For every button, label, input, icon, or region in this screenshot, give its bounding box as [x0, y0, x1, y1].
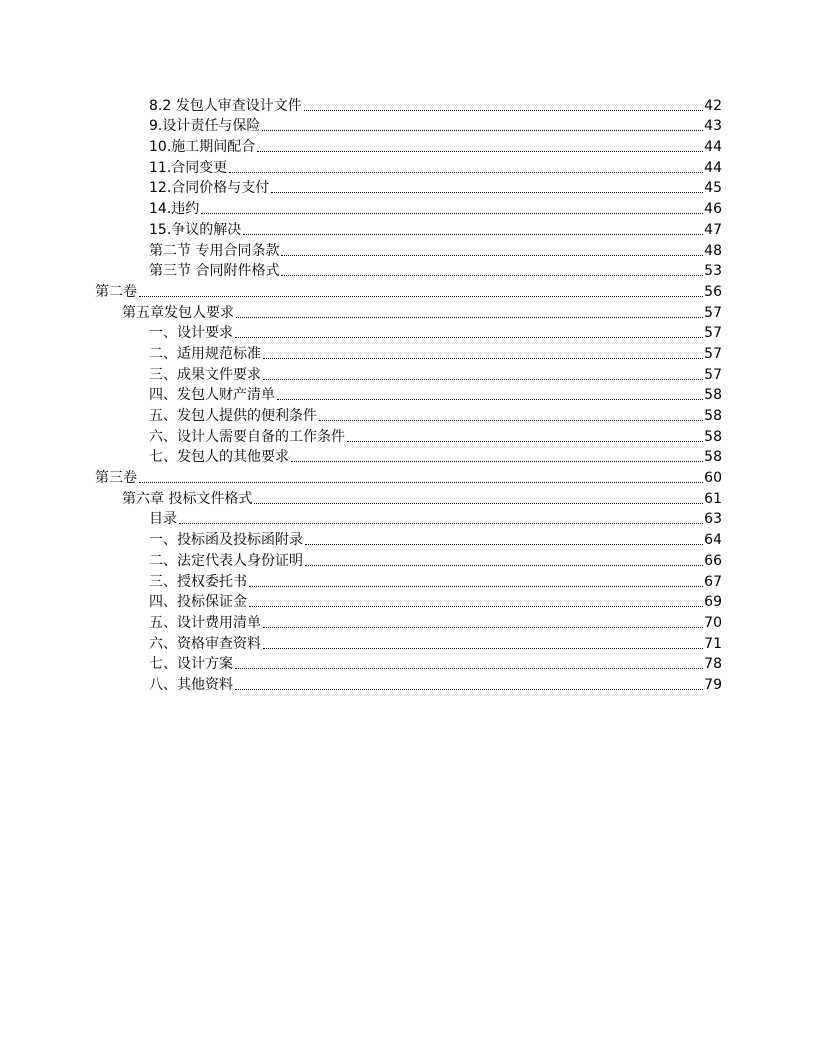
toc-entry[interactable] [95, 94, 722, 115]
toc-entry[interactable] [95, 322, 722, 343]
toc-page-number: 46 [704, 201, 722, 218]
toc-page-number: 58 [704, 428, 722, 445]
toc-dot-leader [347, 441, 703, 442]
toc-page-number: 48 [704, 242, 722, 259]
toc-entry-title: 六、资格审查资料 [149, 635, 261, 652]
toc-entry[interactable] [95, 342, 722, 363]
toc-entry[interactable] [95, 363, 722, 384]
toc-entry[interactable] [95, 487, 722, 508]
toc-page-number: 57 [704, 345, 722, 362]
toc-entry[interactable] [95, 591, 722, 612]
toc-page-number: 58 [704, 449, 722, 466]
toc-entry-title: 七、设计方案 [149, 656, 233, 673]
toc-entry-title: 四、发包人财产清单 [149, 387, 275, 404]
toc-page-number: 53 [704, 263, 722, 280]
toc-dot-leader [235, 668, 703, 669]
toc-page-number: 71 [704, 635, 722, 652]
toc-entry-title: 14.违约 [149, 201, 200, 218]
toc-dot-leader [281, 275, 703, 276]
toc-dot-leader [262, 130, 703, 131]
toc-page-number: 45 [704, 180, 722, 197]
toc-page-number: 78 [704, 656, 722, 673]
toc-dot-leader [263, 358, 703, 359]
toc-entry-title: 第二卷 [95, 283, 137, 300]
toc-entry[interactable] [95, 673, 722, 694]
toc-page-number: 58 [704, 408, 722, 424]
toc-dot-leader [179, 523, 703, 524]
toc-entry-title: 8.2 发包人审查设计文件 [149, 97, 302, 114]
toc-page-number: 57 [704, 366, 722, 383]
toc-dot-leader [139, 482, 703, 483]
toc-entry-title: 二、法定代表人身份证明 [149, 552, 303, 569]
toc-entry-title: 一、设计要求 [149, 325, 233, 342]
toc-dot-leader [263, 627, 703, 628]
toc-entry[interactable] [95, 632, 722, 653]
toc-entry-title: 第六章 投标文件格式 [122, 490, 253, 507]
toc-entry-title: 一、投标函及投标函附录 [149, 532, 303, 549]
toc-entry-title: 12.合同价格与支付 [149, 180, 270, 197]
toc-dot-leader [304, 110, 703, 111]
toc-entry[interactable] [95, 508, 722, 529]
toc-entry-title: 二、适用规范标准 [149, 345, 261, 362]
toc-entry[interactable] [95, 425, 722, 446]
toc-page-number: 58 [704, 387, 722, 404]
toc-dot-leader [305, 544, 703, 545]
toc-entry[interactable] [95, 384, 722, 405]
toc-dot-leader [249, 586, 703, 587]
toc-entry-title: 11.合同变更 [149, 159, 228, 176]
toc-page-number: 69 [704, 594, 722, 611]
toc-page-number: 63 [704, 511, 722, 528]
toc-entry-title: 三、授权委托书 [149, 573, 247, 590]
toc-dot-leader [319, 420, 703, 421]
toc-page-number: 70 [704, 614, 722, 631]
toc-dot-leader [291, 461, 703, 462]
toc-entry-title: 八、其他资料 [149, 676, 233, 693]
toc-entry[interactable] [95, 260, 722, 281]
toc-dot-leader [277, 399, 703, 400]
toc-entry[interactable] [95, 301, 722, 322]
toc-page-number: 44 [704, 139, 722, 156]
toc-entry-title: 五、设计费用清单 [149, 614, 261, 631]
toc-entry[interactable] [95, 177, 722, 198]
toc-page-number: 60 [704, 470, 722, 487]
toc-entry[interactable] [95, 404, 722, 425]
toc-dot-leader [236, 317, 703, 318]
toc-dot-leader [139, 296, 703, 297]
toc-page-number: 79 [704, 676, 722, 693]
table-of-contents [95, 94, 722, 694]
toc-dot-leader [229, 172, 703, 173]
toc-entry-title: 五、发包人提供的便利条件 [149, 408, 317, 424]
toc-page-number: 47 [704, 221, 722, 238]
toc-entry[interactable] [95, 528, 722, 549]
toc-entry-title: 四、投标保证金 [149, 594, 247, 611]
toc-page-number: 61 [704, 490, 722, 507]
toc-page-number: 57 [704, 304, 722, 321]
toc-entry[interactable] [95, 446, 722, 467]
toc-entry[interactable] [95, 611, 722, 632]
toc-dot-leader [305, 565, 703, 566]
toc-page-number: 57 [704, 325, 722, 342]
toc-dot-leader [235, 689, 703, 690]
toc-dot-leader [263, 379, 703, 380]
toc-entry-title: 目录 [149, 511, 177, 528]
toc-page-number: 67 [704, 573, 722, 590]
toc-dot-leader [235, 337, 703, 338]
toc-entry-title: 10.施工期间配合 [149, 139, 256, 156]
toc-page-number: 43 [704, 118, 722, 135]
toc-dot-leader [281, 255, 703, 256]
toc-dot-leader [271, 192, 703, 193]
toc-entry-title: 第五章发包人要求 [122, 304, 234, 321]
toc-dot-leader [201, 213, 703, 214]
toc-entry-title: 七、发包人的其他要求 [149, 449, 289, 466]
toc-entry[interactable] [95, 653, 722, 674]
toc-entry[interactable] [95, 570, 722, 591]
toc-page-number: 64 [704, 532, 722, 549]
toc-dot-leader [257, 151, 703, 152]
toc-entry[interactable] [95, 197, 722, 218]
toc-entry[interactable] [95, 549, 722, 570]
toc-entry-title: 第三节 合同附件格式 [149, 263, 280, 280]
toc-entry[interactable] [95, 239, 722, 260]
toc-entry-title: 三、成果文件要求 [149, 366, 261, 383]
toc-entry-title: 第三卷 [95, 470, 137, 487]
toc-entry[interactable] [95, 156, 722, 177]
toc-entry-title: 第二节 专用合同条款 [149, 242, 280, 259]
toc-entry[interactable] [95, 135, 722, 156]
toc-dot-leader [254, 503, 703, 504]
toc-page-number: 56 [704, 283, 722, 300]
toc-page-number: 42 [704, 97, 722, 114]
toc-entry[interactable] [95, 218, 722, 239]
toc-dot-leader [243, 234, 703, 235]
toc-page-number: 44 [704, 159, 722, 176]
toc-entry[interactable] [95, 115, 722, 136]
toc-entry-title: 六、设计人需要自备的工作条件 [149, 428, 345, 445]
toc-entry-title: 15.争议的解决 [149, 221, 242, 238]
toc-dot-leader [249, 606, 703, 607]
toc-entry[interactable] [95, 280, 722, 301]
toc-page-number: 66 [704, 552, 722, 569]
toc-entry-title: 9.设计责任与保险 [149, 118, 261, 135]
toc-dot-leader [263, 648, 703, 649]
toc-entry[interactable] [95, 466, 722, 487]
